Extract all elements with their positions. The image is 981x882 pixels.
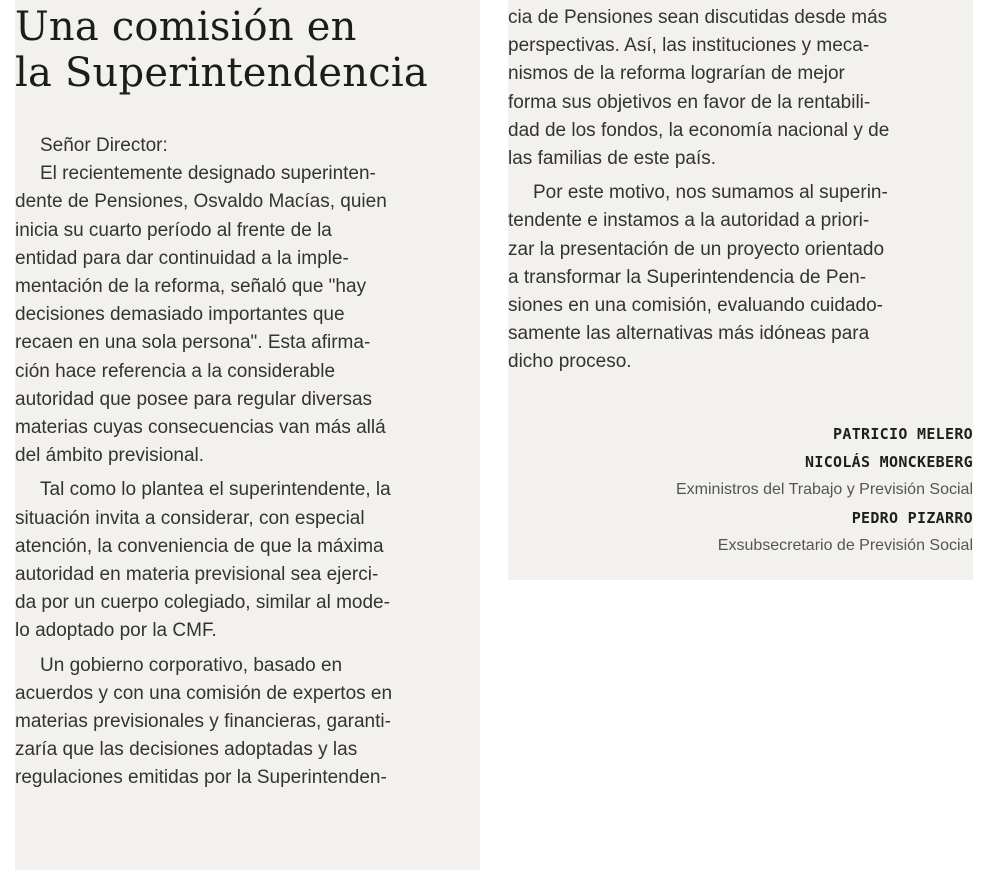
body-line: zaría que las decisiones adoptadas y las (15, 739, 358, 761)
body-line: Un gobierno corporativo, basado en (40, 654, 343, 676)
body-line: las familias de este país. (508, 148, 717, 170)
body-line: dad de los fondos, la economía nacional y de (508, 119, 890, 141)
body-line: recaen en una sola persona". Esta afirma- (15, 332, 371, 354)
headline-line-2: la Superintendencia (15, 50, 428, 96)
body-line: dente de Pensiones, Osvaldo Macías, quien (15, 191, 387, 213)
body-line: perspectivas. Así, las instituciones y meca- (508, 35, 870, 57)
body-line: inicia su cuarto período al frente de la (15, 219, 332, 241)
body-line: da por un cuerpo colegiado, similar al mode- (15, 592, 390, 614)
body-line: regulaciones emitidas por la Superintenden- (15, 767, 387, 789)
right-body (508, 4, 973, 377)
body-line: ción hace referencia a la considerable (15, 360, 336, 382)
headline-line-1: Una comisión en (15, 4, 357, 50)
left-column (15, 0, 480, 870)
body-line: cia de Pensiones sean discutidas desde más (508, 7, 888, 28)
body-line: entidad para dar continuidad a la imple- (15, 247, 349, 269)
body-line: forma sus objetivos en favor de la rentabili- (508, 91, 871, 113)
headline (15, 4, 480, 96)
body-line: autoridad que posee para regular diversas (15, 388, 373, 410)
signer-role-2: Exsubsecretario de Previsión Social (717, 537, 973, 554)
body-line: dicho proceso. (508, 351, 632, 373)
body-line: nismos de la reforma lograrían de mejor (508, 63, 845, 85)
body-line: Por este motivo, nos sumamos al superin- (533, 182, 888, 204)
body-line: tendente e instamos a la autoridad a priori- (508, 210, 870, 232)
body-line: Tal como lo plantea el superintendente, la (40, 479, 391, 501)
signer-name-2: NICOLÁS MONCKEBERG (805, 453, 973, 471)
signer-name-3: PEDRO PIZARRO (851, 509, 973, 527)
salutation: Señor Director: (40, 135, 168, 156)
body-line: situación invita a considerar, con especial (15, 507, 365, 529)
body-line: El recientemente designado superinten- (40, 163, 376, 185)
right-column (508, 0, 973, 580)
body-line: mentación de la reforma, señaló que "hay (15, 276, 367, 298)
body-line: a transformar la Superintendencia de Pen- (508, 266, 867, 288)
body-line: lo adoptado por la CMF. (15, 620, 217, 642)
body-line: del ámbito previsional. (15, 445, 205, 467)
signer-name-1: PATRICIO MELERO (833, 425, 973, 443)
body-line: materias cuyas consecuencias van más allá (15, 417, 386, 439)
signature-block (676, 420, 973, 560)
body-line: siones en una comisión, evaluando cuidado- (508, 295, 883, 317)
left-body (15, 132, 480, 793)
body-line: decisiones demasiado importantes que (15, 304, 345, 326)
body-line: autoridad en materia previsional sea ejerci- (15, 564, 379, 586)
body-line: samente las alternativas más idóneas para (508, 323, 870, 345)
body-line: acuerdos y con una comisión de expertos en (15, 682, 393, 704)
body-line: zar la presentación de un proyecto orientado (508, 238, 885, 260)
body-line: materias previsionales y financieras, garanti- (15, 711, 391, 733)
body-line: atención, la conveniencia de que la máxima (15, 535, 384, 557)
signer-role-1: Exministros del Trabajo y Previsión Social (675, 481, 973, 498)
